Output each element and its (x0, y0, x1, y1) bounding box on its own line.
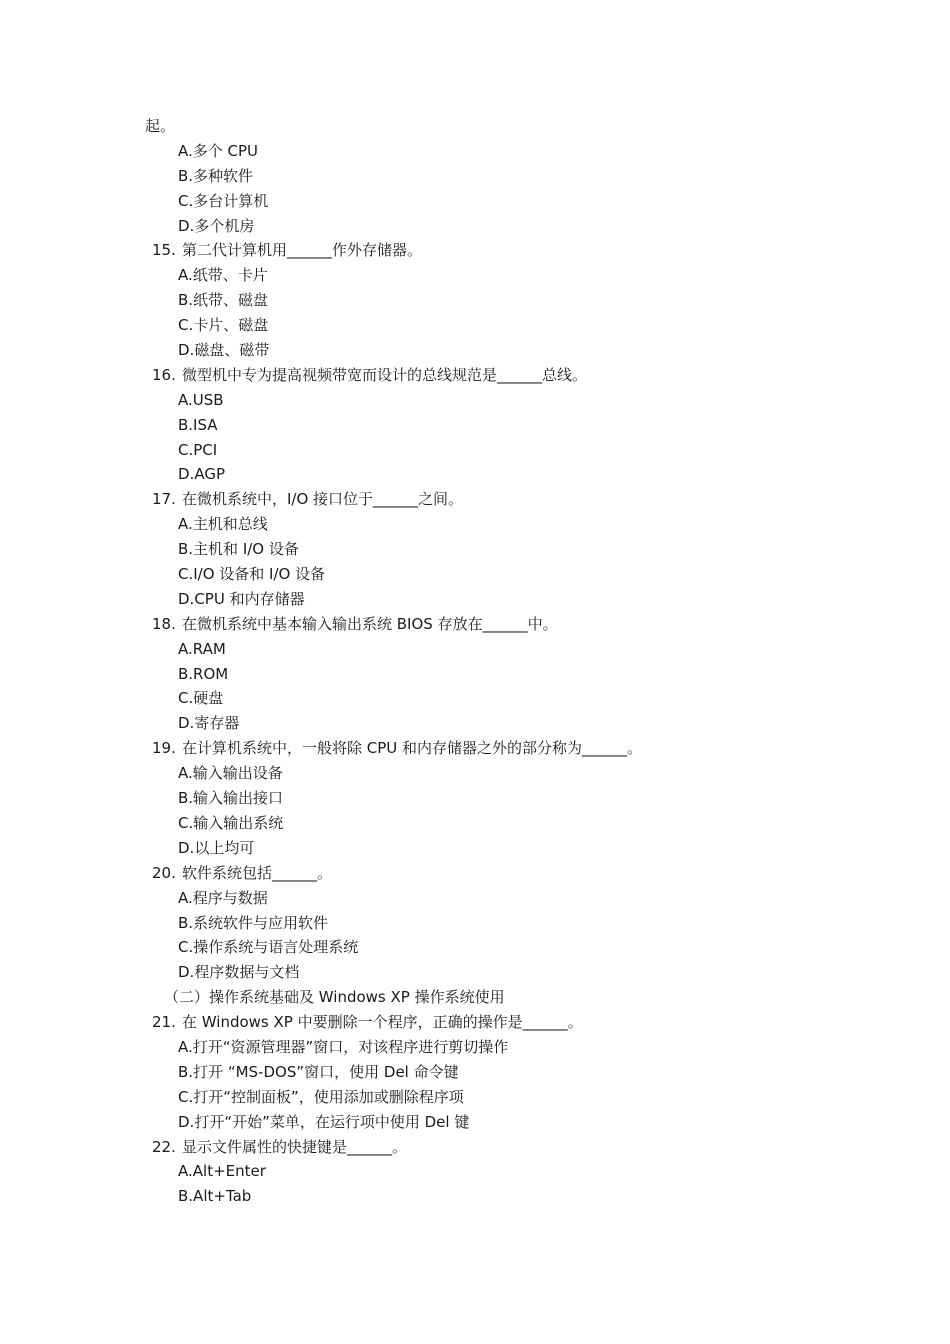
answer-option: D.程序数据与文档 (178, 963, 300, 982)
answer-option: B.Alt+Tab (178, 1187, 252, 1206)
answer-option: D.以上均可 (178, 838, 255, 857)
question-text: 在微机系统中基本输入输出系统 BIOS 存放在______中。 (182, 614, 558, 633)
answer-option: A.纸带、卡片 (178, 266, 268, 285)
answer-option: A.程序与数据 (178, 888, 268, 907)
answer-option: A.USB (178, 390, 224, 409)
answer-option: D.AGP (178, 465, 225, 484)
question-text: 在微机系统中，I/O 接口位于______之间。 (182, 490, 464, 509)
question-text: 在计算机系统中，一般将除 CPU 和内存储器之外的部分称为______。 (182, 739, 643, 758)
question-text: 显示文件属性的快捷键是______。 (182, 1137, 408, 1156)
answer-option: A.Alt+Enter (178, 1162, 266, 1181)
question-line (0, 487, 950, 512)
text-fragment: 起。 (145, 117, 176, 135)
answer-option: C.多台计算机 (178, 191, 269, 210)
answer-option: D.磁盘、磁带 (178, 341, 270, 360)
question-line (0, 1010, 950, 1035)
answer-option: C.输入输出系统 (178, 813, 284, 832)
question-number: 15. (152, 241, 176, 260)
answer-option: A.主机和总线 (178, 515, 268, 534)
answer-option: B.主机和 I/O 设备 (178, 540, 299, 559)
question-text: 在 Windows XP 中要删除一个程序，正确的操作是______。 (182, 1013, 583, 1032)
question-line (0, 1135, 950, 1160)
answer-option: C.卡片、磁盘 (178, 316, 269, 335)
question-line (0, 861, 950, 886)
answer-option: D.多个机房 (178, 216, 255, 235)
answer-option: A.RAM (178, 639, 226, 658)
answer-option: B.纸带、磁盘 (178, 291, 269, 310)
question-number: 20. (152, 863, 176, 882)
answer-option: D.CPU 和内存储器 (178, 589, 305, 608)
question-number: 21. (152, 1013, 176, 1032)
question-line (0, 363, 950, 388)
answer-option: D.打开“开始”菜单，在运行项中使用 Del 键 (178, 1112, 470, 1131)
answer-option: C.打开“控制面板”，使用添加或删除程序项 (178, 1087, 464, 1106)
question-text: 微型机中专为提高视频带宽而设计的总线规范是______总线。 (182, 365, 588, 384)
answer-option: A.输入输出设备 (178, 764, 283, 783)
answer-option: B.多种软件 (178, 166, 254, 185)
answer-option: C.硬盘 (178, 689, 224, 708)
answer-option: A.打开“资源管理器”窗口，对该程序进行剪切操作 (178, 1037, 509, 1056)
answer-option: B.系统软件与应用软件 (178, 913, 329, 932)
answer-option: B.打开 “MS-DOS”窗口，使用 Del 命令键 (178, 1062, 459, 1081)
question-number: 17. (152, 490, 176, 509)
question-number: 19. (152, 739, 176, 758)
section-heading: （二）操作系统基础及 Windows XP 操作系统使用 (164, 988, 505, 1007)
question-number: 22. (152, 1137, 176, 1156)
question-line (0, 238, 950, 263)
question-line (0, 736, 950, 761)
question-number: 16. (152, 365, 176, 384)
answer-option: C.I/O 设备和 I/O 设备 (178, 565, 326, 584)
question-text: 第二代计算机用______作外存储器。 (182, 241, 423, 260)
answer-option: A.多个 CPU (178, 141, 259, 160)
document-page (0, 114, 950, 1209)
question-line (0, 612, 950, 637)
question-number: 18. (152, 614, 176, 633)
answer-option: B.输入输出接口 (178, 789, 284, 808)
answer-option: B.ISA (178, 415, 218, 434)
question-text: 软件系统包括______。 (182, 863, 333, 882)
answer-option: C.PCI (178, 440, 218, 459)
answer-option: C.操作系统与语言处理系统 (178, 938, 359, 957)
answer-option: B.ROM (178, 664, 229, 683)
answer-option: D.寄存器 (178, 714, 240, 733)
